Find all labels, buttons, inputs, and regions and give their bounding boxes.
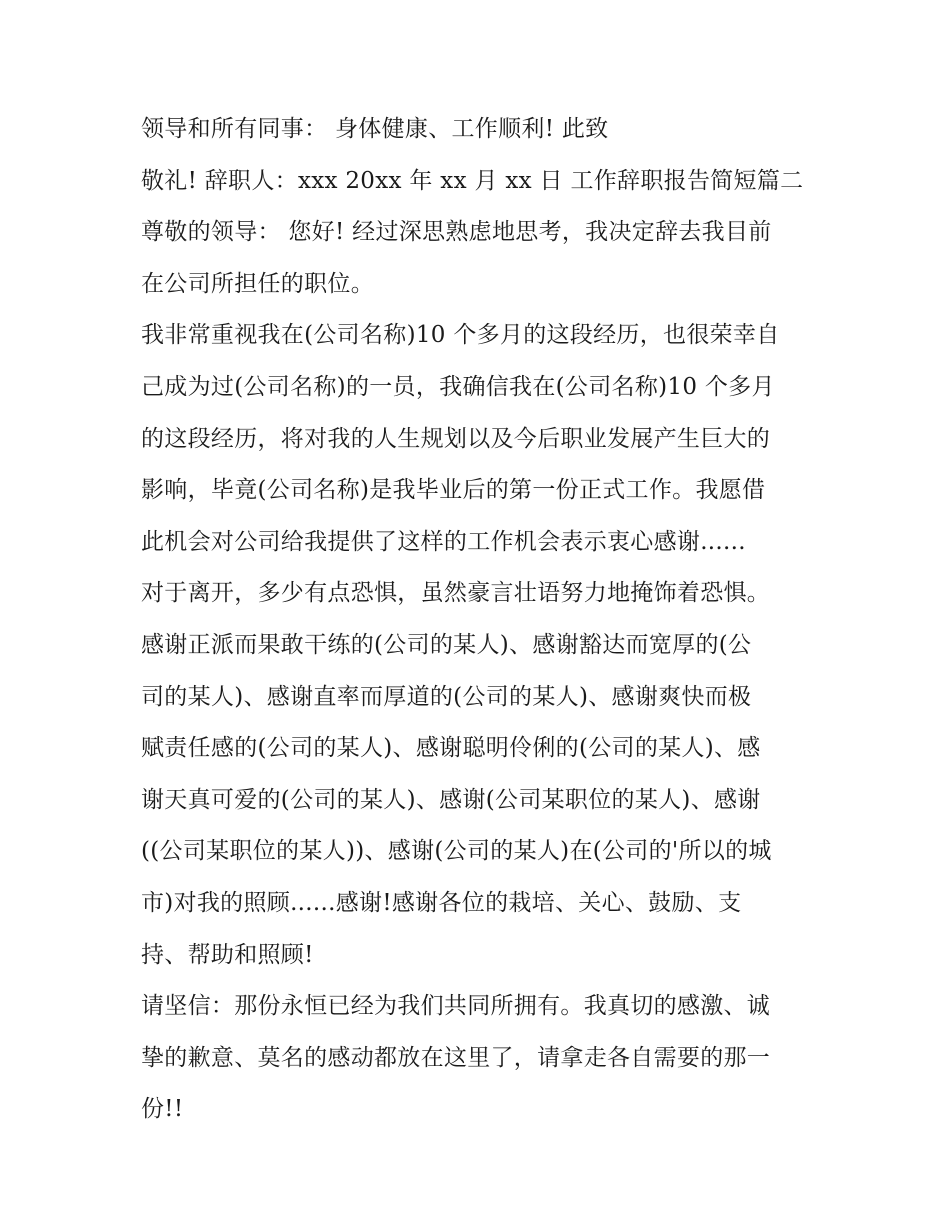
- text-line: 市)对我的照顾......感谢!感谢各位的栽培、关心、鼓励、支: [141, 889, 742, 916]
- text-line: 感谢正派而果敢干练的(公司的某人)、感谢豁达而宽厚的(公: [141, 631, 752, 658]
- text-line: 我非常重视我在(公司名称)10 个多月的这段经历，也很荣幸自: [141, 322, 780, 349]
- text-line: 谢天真可爱的(公司的某人)、感谢(公司某职位的某人)、感谢: [141, 786, 761, 813]
- text-line: 的这段经历，将对我的人生规划以及今后职业发展产生巨大的: [141, 425, 771, 452]
- text-line: ((公司某职位的某人))、感谢(公司的某人)在(公司的'所以的城: [141, 838, 772, 865]
- text-line: 对于离开，多少有点恐惧，虽然豪言壮语努力地掩饰着恐惧。: [141, 580, 771, 607]
- text-line: 尊敬的领导： 您好! 经过深思熟虑地思考，我决定辞去我目前: [141, 219, 772, 246]
- text-line: 敬礼! 辞职人：xxx 20xx 年 xx 月 xx 日 工作辞职报告简短篇二: [141, 167, 804, 194]
- text-line: 影响，毕竟(公司名称)是我毕业后的第一份正式工作。我愿借: [141, 477, 766, 504]
- text-line: 领导和所有同事： 身体健康、工作顺利! 此致: [141, 116, 609, 142]
- text-line: 司的某人)、感谢直率而厚道的(公司的某人)、感谢爽快而极: [141, 683, 752, 710]
- text-line: 持、帮助和照顾!: [141, 941, 314, 968]
- document-body: [141, 109, 821, 1141]
- text-line: 请坚信：那份永恒已经为我们共同所拥有。我真切的感激、诚: [141, 993, 771, 1020]
- text-line: 赋责任感的(公司的某人)、感谢聪明伶俐的(公司的某人)、感: [141, 735, 761, 762]
- text-line: 挚的歉意、莫名的感动都放在这里了，请拿走各自需要的那一: [141, 1044, 771, 1071]
- text-line: 此机会对公司给我提供了这样的工作机会表示衷心感谢......: [141, 528, 746, 555]
- text-line: 份!!: [141, 1096, 184, 1123]
- text-line: 在公司所担任的职位。: [141, 270, 374, 297]
- text-line: 己成为过(公司名称)的一员，我确信我在(公司名称)10 个多月: [141, 373, 775, 400]
